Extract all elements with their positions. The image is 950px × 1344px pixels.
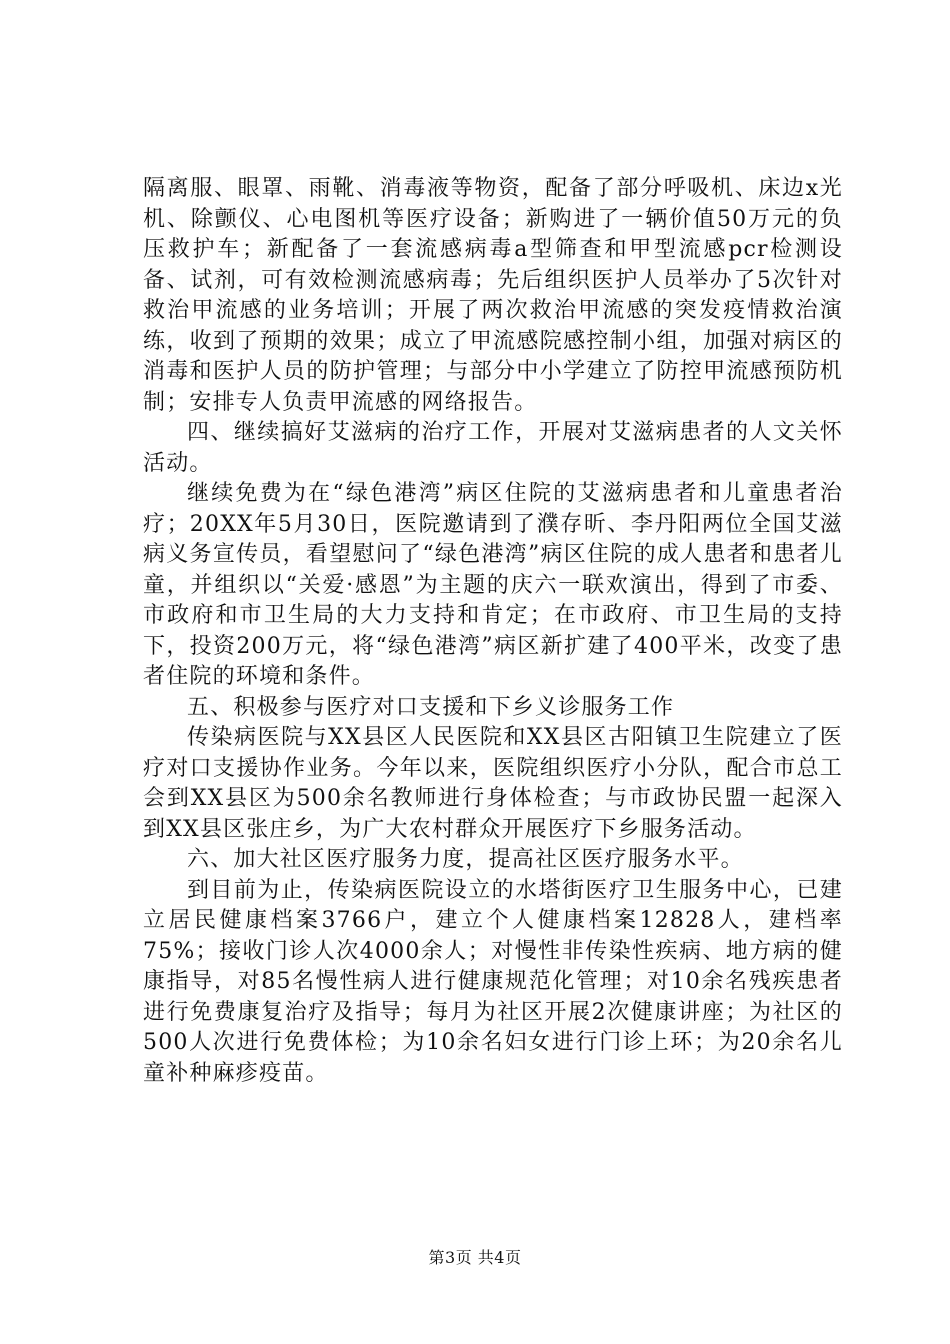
- heading-community-service: 六、加大社区医疗服务力度，提高社区医疗服务水平。: [187, 847, 744, 872]
- document-body: [143, 174, 843, 1089]
- paragraph-community-service: 到目前为止，传染病医院设立的水塔街医疗卫生服务中心，已建立居民健康档案3766户，建立个人健康档案12828人，建档率75%；接收门诊人次4000余人；对慢性非传染性疾病、地方病的健康指导，对85名慢性病人进行健康规范化管理；对10余名残疾患者进行免费康复治疗及指导；每月为社区开展2次健康讲座；为社区的500人次进行免费体检；为10余名妇女进行门诊上环；为20余名儿童补种麻疹疫苗。: [143, 877, 843, 1086]
- paragraph-supplies: 隔离服、眼罩、雨靴、消毒液等物资，配备了部分呼吸机、床边x光机、除颤仪、心电图机等医疗设备；新购进了一辆价值50万元的负压救护车；新配备了一套流感病毒a型筛查和甲型流感pcr检测设备、试剂，可有效检测流感病毒；先后组织医护人员举办了5次针对救治甲流感的业务培训；开展了两次救治甲流感的突发疫情救治演练，收到了预期的效果；成立了甲流感院感控制小组，加强对病区的消毒和医护人员的防护管理；与部分中小学建立了防控甲流感预防机制；安排专人负责甲流感的网络报告。: [143, 176, 843, 415]
- paragraph-aids-care: 继续免费为在“绿色港湾”病区住院的艾滋病患者和儿童患者治疗；20XX年5月30日，医院邀请到了濮存昕、李丹阳两位全国艾滋病义务宣传员，看望慰问了“绿色港湾”病区住院的成人患者和患者儿童，并组织以“关爱·感恩”为主题的庆六一联欢演出，得到了市委、市政府和市卫生局的大力支持和肯定；在市政府、市卫生局的支持下，投资200万元，将“绿色港湾”病区新扩建了400平米，改变了患者住院的环境和条件。: [143, 481, 843, 689]
- page-number-footer: 第3页 共4页: [428, 1248, 522, 1267]
- paragraph-medical-support: 传染病医院与XX县区人民医院和XX县区古阳镇卫生院建立了医疗对口支援协作业务。今年以来，医院组织医疗小分队，配合市总工会到XX县区为500余名教师进行身体检查；与市政协民盟一起深入到XX县区张庄乡，为广大农村群众开展医疗下乡服务活动。: [143, 725, 843, 842]
- heading-aids-treatment: 四、继续搞好艾滋病的治疗工作，开展对艾滋病患者的人文关怀活动。: [143, 420, 843, 476]
- heading-medical-support: 五、积极参与医疗对口支援和下乡义诊服务工作: [187, 694, 675, 720]
